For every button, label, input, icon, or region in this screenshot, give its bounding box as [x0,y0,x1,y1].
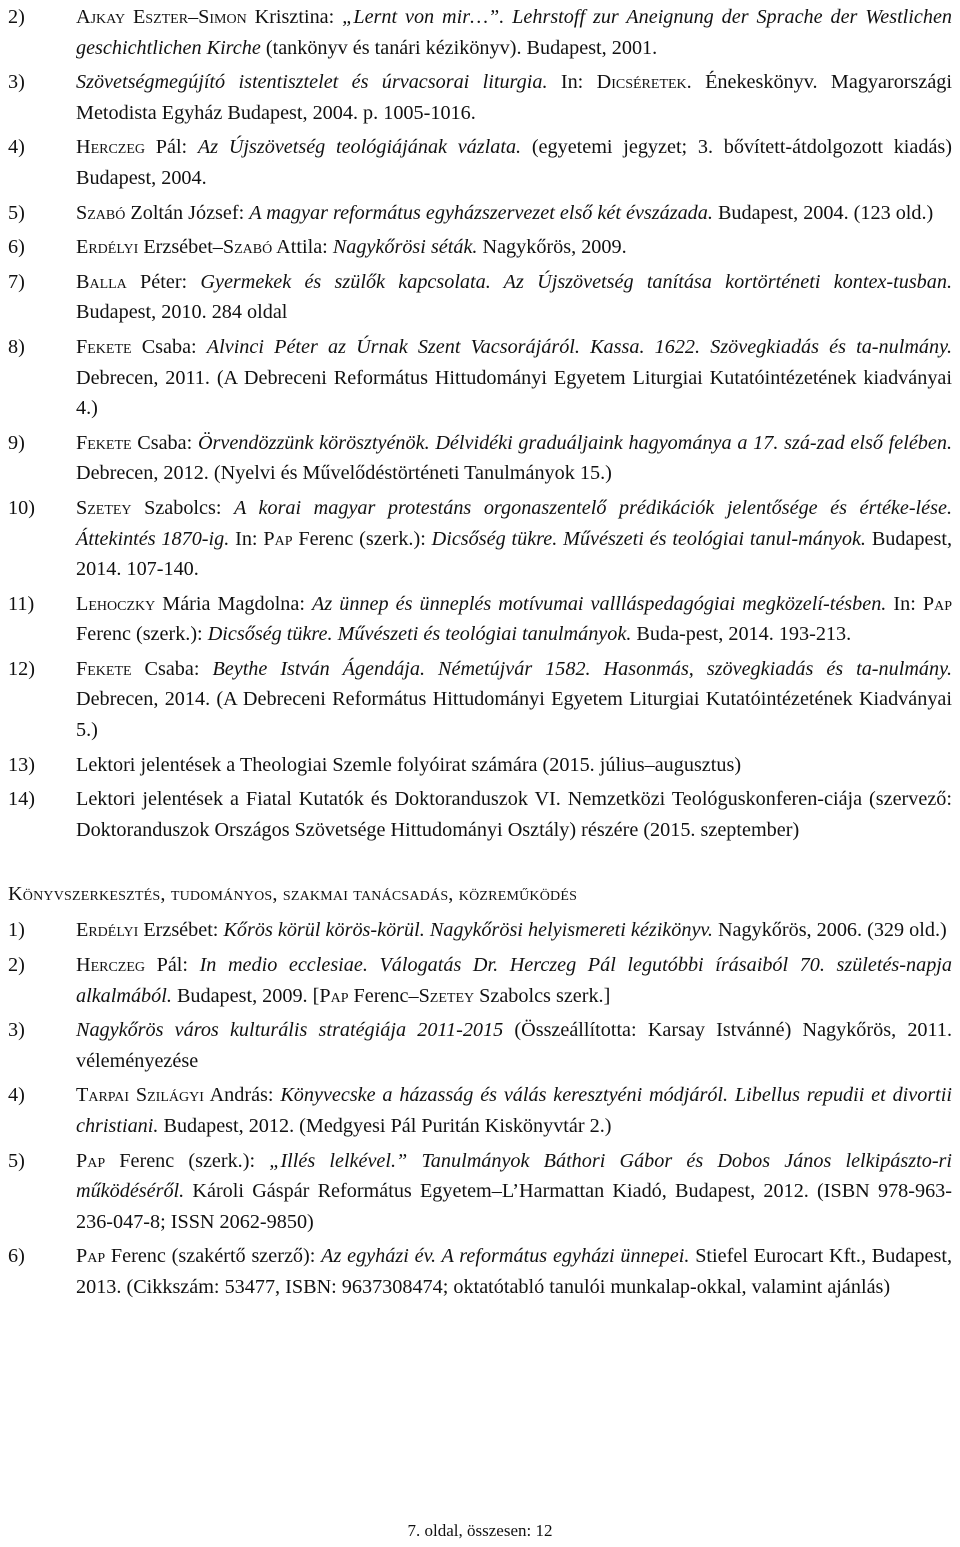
item-number: 14) [8,788,35,811]
item-text: Debrecen, 2014. (A Debreceni Református Hittudományi Egyetem Liturgiai Kutatóintézetének Kiadványai 5.) [76,688,952,742]
publication-list [0,2,960,845]
item-text: Károli Gáspár Református Egyetem–L’Harmattan Kiadó, Budapest, 2012. (ISBN 978-963-236-047-8; ISSN 2062-9850) [76,1180,952,1233]
item-text: Nagykőrös, 2009. [477,236,627,259]
item-text: Ferenc– [348,984,419,1007]
item-number: 5) [8,201,25,224]
item-text: Szabolcs szerk.] [474,984,611,1007]
page-footer: 7. oldal, összesen: 12 [407,1521,553,1540]
list-item [8,589,952,650]
author-name: Pap [319,984,349,1007]
item-number: 9) [8,431,25,454]
item-text: (Összeállította: Karsay Istvánné) Nagykőrös, 2011. véleményezése [76,1019,952,1072]
item-text: Lektori jelentések a Fiatal Kutatók és Doktoranduszok VI. Nemzetközi Teológuskonferen-ciája (szervező: Doktoranduszok Országos Szövetsége Hittudományi Osztály) részére (2015. szeptember) [76,788,952,841]
item-number: 10) [8,496,35,519]
list-item [8,2,952,63]
author-name: Balla [76,270,127,293]
item-text: Erzsébet– [138,236,223,259]
author-name: Fekete [76,431,132,454]
item-number: 6) [8,1245,25,1268]
item-text: – [188,6,199,28]
item-text: Budapest, 2012. (Medgyesi Pál Puritán Kiskönyvtár 2.) [158,1115,612,1137]
item-number: 7) [8,270,25,293]
item-text: Pál: [145,136,198,159]
item-text: Szabolcs: [131,496,235,519]
list-item [8,1241,952,1302]
author-name: Szabó [76,201,126,224]
item-title-text: Gyermekek és szülők kapcsolata. Az Újszövetség tanítása kortörténeti kontex-tusban. [200,270,952,293]
item-text: Budapest, 2010. 284 oldal [76,301,288,324]
author-name: Herczeg [76,954,146,977]
item-text: Nagykőrös, 2006. (329 old.) [712,919,947,942]
item-number: 3) [8,1019,25,1042]
item-number: 12) [8,657,35,680]
item-text: Ferenc (szerk.): [76,623,208,646]
item-number: 5) [8,1149,25,1172]
item-title-text: A magyar református egyházszervezet első két évszázada. [249,201,713,224]
list-item [8,267,952,328]
list-item [8,493,952,585]
author-name: Simon [198,6,247,28]
item-title-text: Szövetségmegújító istentisztelet és úrvacsorai liturgia. [76,71,548,94]
list-item [8,198,952,229]
item-number: 11) [8,592,35,615]
item-text: Budapest, 2014. 107-140. [76,527,952,581]
editing-list [0,915,960,1302]
item-text: Erzsébet: [138,919,224,942]
author-name: Pap [76,1149,106,1172]
item-text: In: [229,527,264,550]
item-text: Budapest, 2009. [ [171,984,320,1007]
list-item [8,950,952,1011]
list-item [8,915,952,946]
item-title-text: „Lernt von mir…”. Lehrstoff zur Aneignung der Sprache der Westlichen geschichtlichen Kirche [76,6,953,59]
author-name: Szetey [418,984,475,1007]
item-title-text: In medio ecclesiae. Válogatás Dr. Herczeg Pál legutóbbi írásaiból 70. születés-napja alkalmából. [76,954,952,1007]
list-item [8,784,952,845]
author-name: Dicséretek [596,71,687,94]
item-text: Debrecen, 2012. (Nyelvi és Művelődéstörténeti Tanulmányok 15.) [76,462,612,485]
item-number: 1) [8,919,25,942]
item-title-text: Az egyházi év. A református egyházi ünnepei. [321,1245,690,1268]
author-name: Szabó [222,236,273,259]
list-item [8,1146,952,1238]
list-item [8,67,952,128]
item-title-text: Dicsőség tükre. Művészeti és teológiai tanul-mányok. [431,527,866,550]
item-title-text: Nagykőrösi séták. [332,236,478,259]
item-text: Krisztina: [246,6,343,28]
item-text: (egyetemi jegyzet; 3. bővített-átdolgozott kiadás) Budapest, 2004. [76,136,953,189]
item-text: Budapest, 2004. (123 old.) [712,201,934,224]
author-name: Fekete [76,657,132,680]
item-text: Buda-pest, 2014. 193-213. [631,623,852,646]
list-item [8,428,952,489]
item-text: Zoltán József: [125,201,250,224]
item-text: Péter: [126,270,201,293]
item-title-text: Dicsőség tükre. Művészeti és teológiai tanulmányok. [207,623,632,646]
item-title-text: Beythe István Ágendája. Németújvár 1582. Hasonmás, szövegkiadás és ta-nulmány. [212,657,952,680]
item-number: 6) [8,236,25,259]
item-text: Ferenc (szerk.): [292,527,432,550]
item-text: Ferenc (szerk.): [105,1149,270,1172]
item-text: In: [886,592,923,615]
item-number: 2) [8,6,25,28]
item-title-text: Az Újszövetség teológiájának vázlata. [197,136,522,159]
author-name: Szetey [76,496,132,519]
list-item [8,332,952,424]
item-title-text: Nagykőrös város kulturális stratégiája 2011-2015 [76,1019,504,1042]
list-item [8,232,952,263]
item-title-text: „Illés lelkével.” Tanulmányok Báthori Gábor és Dobos János lelkipászto-ri működéséről. [76,1149,953,1203]
item-title-text: Örvendözzünk körösztyénök. Délvidéki graduáljaink hagyománya a 17. szá-zad első felében. [197,431,952,454]
author-name: Ajkay Eszter [76,6,189,28]
item-text: Attila: [272,236,333,259]
list-item [8,750,952,781]
author-name: Herczeg [76,136,146,159]
item-text: Pál: [145,954,200,977]
list-item [8,1080,952,1141]
item-title-text: Az ünnep és ünneplés motívumai vallláspedagógiai megközelí-tésben. [312,592,887,615]
list-item [8,1015,952,1076]
item-number: 3) [8,71,25,94]
section-heading: Könyvszerkesztés, tudományos, szakmai tanácsadás, közreműködés [8,883,578,906]
list-item [8,132,952,193]
item-number: 8) [8,335,25,358]
author-name: Erdélyi [76,919,139,942]
item-title-text: Kőrös körül körös-körül. Nagykőrösi helyismereti kézikönyv. [223,919,713,942]
author-name: Tarpai Szilágyi [76,1084,204,1107]
item-number: 2) [8,954,25,977]
author-name: Pap [263,527,293,550]
item-text: Stiefel Eurocart Kft., Budapest, 2013. (Cikkszám: 53477, ISBN: 9637308474; oktatótabló tanulói munkalap-okkal, valamint ajánlás) [76,1245,952,1298]
author-name: Erdélyi [76,236,139,259]
item-title-text: A korai magyar protestáns orgonaszentelő prédikációk jelentősége és értéke-lése. Áttekintés 1870-ig. [76,496,952,550]
item-text: Lektori jelentések a Theologiai Szemle folyóirat számára (2015. július–augusztus) [76,753,742,776]
item-text: Csaba: [131,335,207,358]
item-text: Debrecen, 2011. (A Debreceni Református Hittudományi Egyetem Liturgiai Kutatóintézetének kiadványai 4.) [76,366,952,420]
author-name: Fekete [76,335,132,358]
item-title-text: Alvinci Péter az Úrnak Szent Vacsorájáról. Kassa. 1622. Szövegkiadás és ta-nulmány. [206,335,952,358]
item-text: Csaba: [131,431,198,454]
item-text: Ferenc (szakértő szerző): [105,1245,322,1268]
item-text: (tankönyv és tanári kézikönyv). Budapest, 2001. [260,36,658,59]
item-text: In: [547,71,597,94]
item-number: 4) [8,136,25,159]
item-text: András: [203,1084,281,1107]
author-name: Lehoczky [76,592,156,615]
item-title-text: Könyvecske a házasság és válás keresztyéni módjáról. Libellus repudii et divortii christiani. [76,1084,953,1137]
item-number: 4) [8,1084,25,1107]
item-number: 13) [8,753,35,776]
list-item [8,654,952,746]
author-name: Pap [922,592,952,615]
item-text: Csaba: [131,657,213,680]
author-name: Pap [76,1245,106,1268]
item-text: . Énekeskönyv. Magyarországi Metodista Egyház Budapest, 2004. p. 1005-1016. [76,71,952,124]
item-text: Mária Magdolna: [155,592,313,615]
